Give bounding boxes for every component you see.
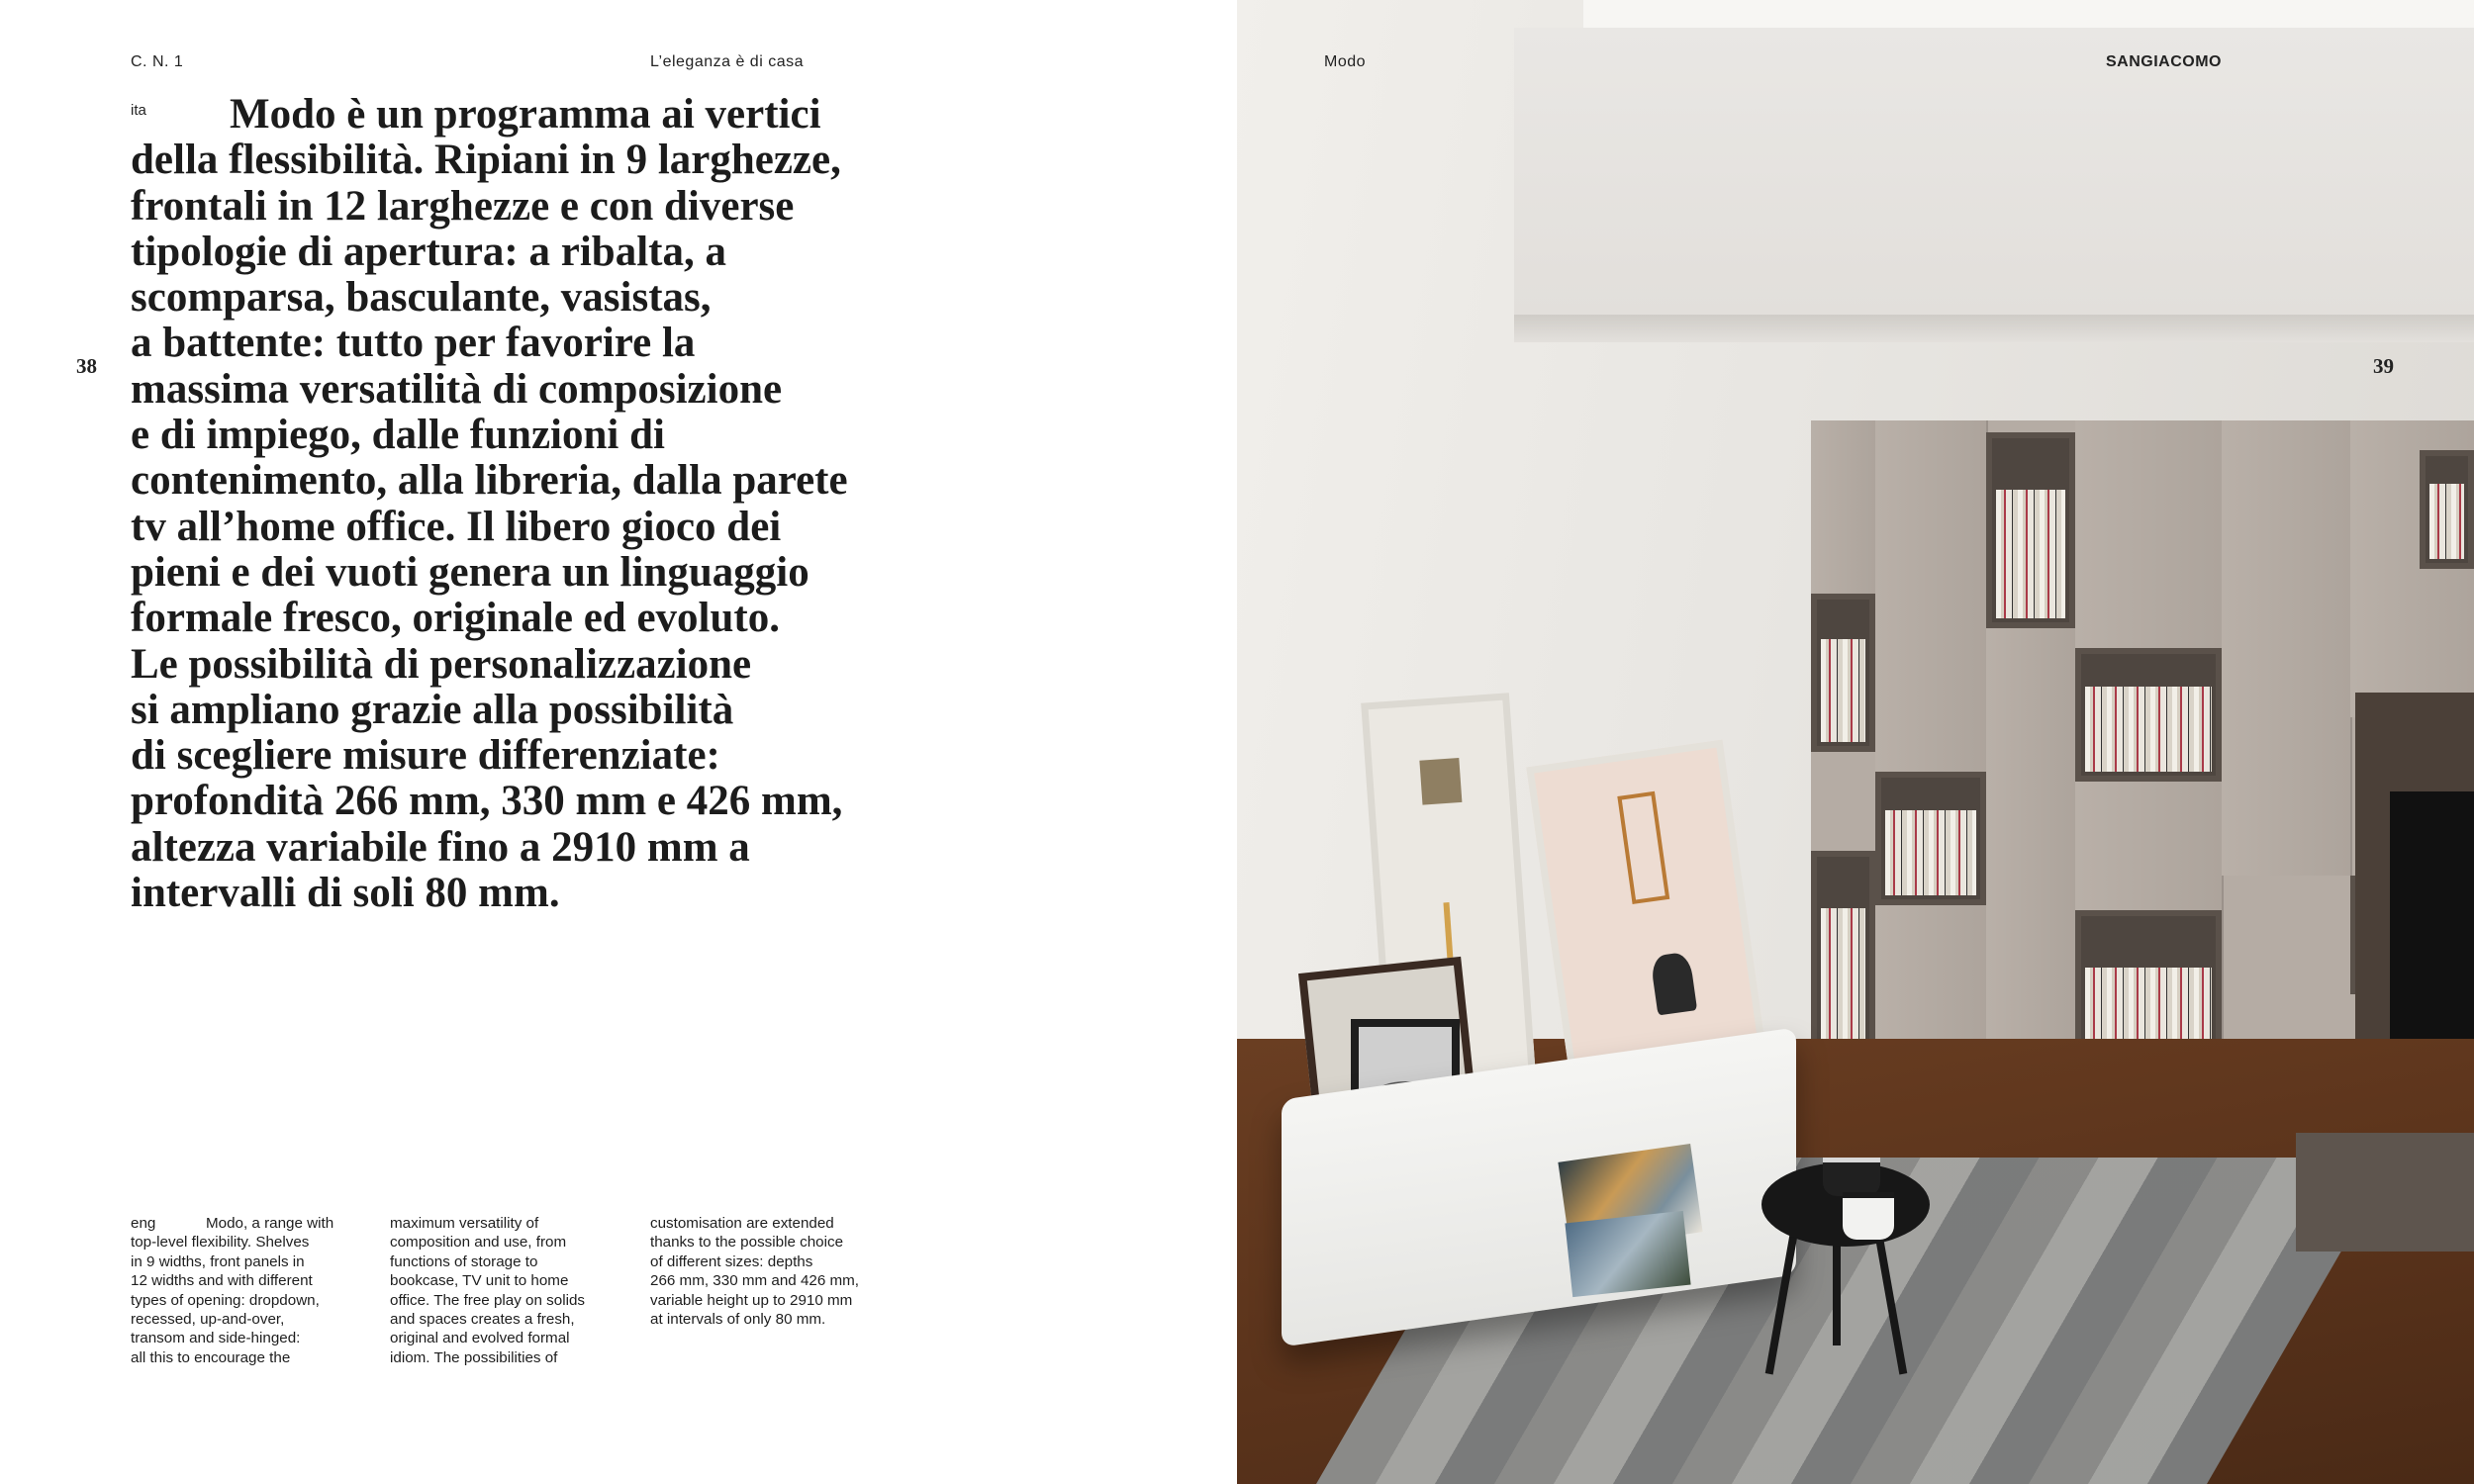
- shelf-niche: [1986, 432, 2075, 628]
- english-column-2: maximum versatility of composition and use, from functions of storage to bookcase, TV unit to home office. The free play on solids and spaces creates a fresh, original and evolved formal idiom. The possibilities of: [390, 1215, 585, 1366]
- shelf-niche: [1811, 851, 1875, 1049]
- frame-artwork: [1617, 791, 1669, 904]
- lead-line: altezza variabile fino a 2910 mm a: [131, 823, 750, 871]
- lead-line: massima versatilità di composizione: [131, 365, 783, 413]
- books: [1885, 810, 1976, 895]
- brand-name: SANGIACOMO: [2106, 53, 2222, 70]
- lead-line: intervalli di soli 80 mm.: [131, 870, 560, 917]
- english-column-3: customisation are extended thanks to the possible choice of different sizes: depths 266 mm, 330 mm and 426 mm, variable height up to 2910 mm at intervals of only 80 mm.: [650, 1215, 860, 1329]
- frame-artwork: [1650, 951, 1697, 1015]
- page-number-left: 38: [76, 354, 97, 378]
- lead-line: della flessibilità. Ripiani in 9 larghezze,: [131, 137, 841, 184]
- books: [2429, 484, 2464, 559]
- shelf-niche: [1811, 594, 1875, 752]
- lead-line: si ampliano grazie alla possibilità: [131, 686, 734, 733]
- shelf-niche: [1875, 772, 1986, 905]
- lead-line: formale fresco, originale ed evoluto.: [131, 595, 780, 642]
- shelf-niche: [2075, 648, 2222, 782]
- lead-line: pieni e dei vuoti genera un linguaggio: [131, 548, 809, 596]
- english-column-1: [131, 1214, 358, 1367]
- books: [1821, 908, 1865, 1039]
- soffit: [1514, 28, 2474, 315]
- lead-line: contenimento, alla libreria, dalla parete: [131, 457, 848, 505]
- books: [1996, 490, 2065, 618]
- cabinet-door: [1811, 420, 1877, 594]
- lead-line: e di impiego, dalle funzioni di: [131, 412, 665, 459]
- lead-line: scomparsa, basculante, vasistas,: [131, 274, 712, 322]
- right-page-photo: [1237, 0, 2474, 1484]
- lead-line: tv all’home office. Il libero gioco dei: [131, 503, 782, 550]
- lead-line: a battente: tutto per favorire la: [131, 320, 696, 367]
- tv-unit: [2296, 1133, 2474, 1252]
- lead-line: tipologie di apertura: a ribalta, a: [131, 228, 726, 275]
- tagline: L’eleganza è di casa: [650, 53, 804, 70]
- product-name: Modo: [1324, 53, 1367, 70]
- books: [1821, 639, 1865, 742]
- lead-line: frontali in 12 larghezze e con diverse: [131, 182, 795, 230]
- lead-line: profondità 266 mm, 330 mm e 426 mm,: [131, 778, 843, 825]
- bowl: [1823, 1158, 1880, 1196]
- cabinet-door: [2222, 420, 2352, 876]
- soffit-edge: [1514, 315, 2474, 342]
- lang-tag-ita: ita: [131, 102, 146, 119]
- ceiling: [1583, 0, 2474, 28]
- cabinet-door: [2075, 420, 2224, 648]
- lead-line: Le possibilità di personalizzazione: [131, 640, 752, 688]
- frame-artwork: [1419, 758, 1462, 805]
- lead-line: di scegliere misure differenziate:: [131, 732, 720, 780]
- lead-line: Modo è un programma ai vertici: [230, 91, 821, 138]
- magazine: [1565, 1211, 1690, 1297]
- lang-tag-eng: eng: [131, 1215, 156, 1232]
- shelf-niche: [2420, 450, 2474, 569]
- cup: [1843, 1192, 1894, 1240]
- italian-lead-text: [131, 92, 1001, 916]
- books: [2085, 687, 2212, 772]
- page-number-right: 39: [2373, 354, 2394, 378]
- english-col1-text: Modo, a range with top-level flexibility. Shelves in 9 widths, front panels in 12 widths and with different types of opening: dropdown, recessed, up-and-over, transom and side-hinged: all this to encourage the: [131, 1215, 334, 1366]
- section-label: C. N. 1: [131, 53, 184, 70]
